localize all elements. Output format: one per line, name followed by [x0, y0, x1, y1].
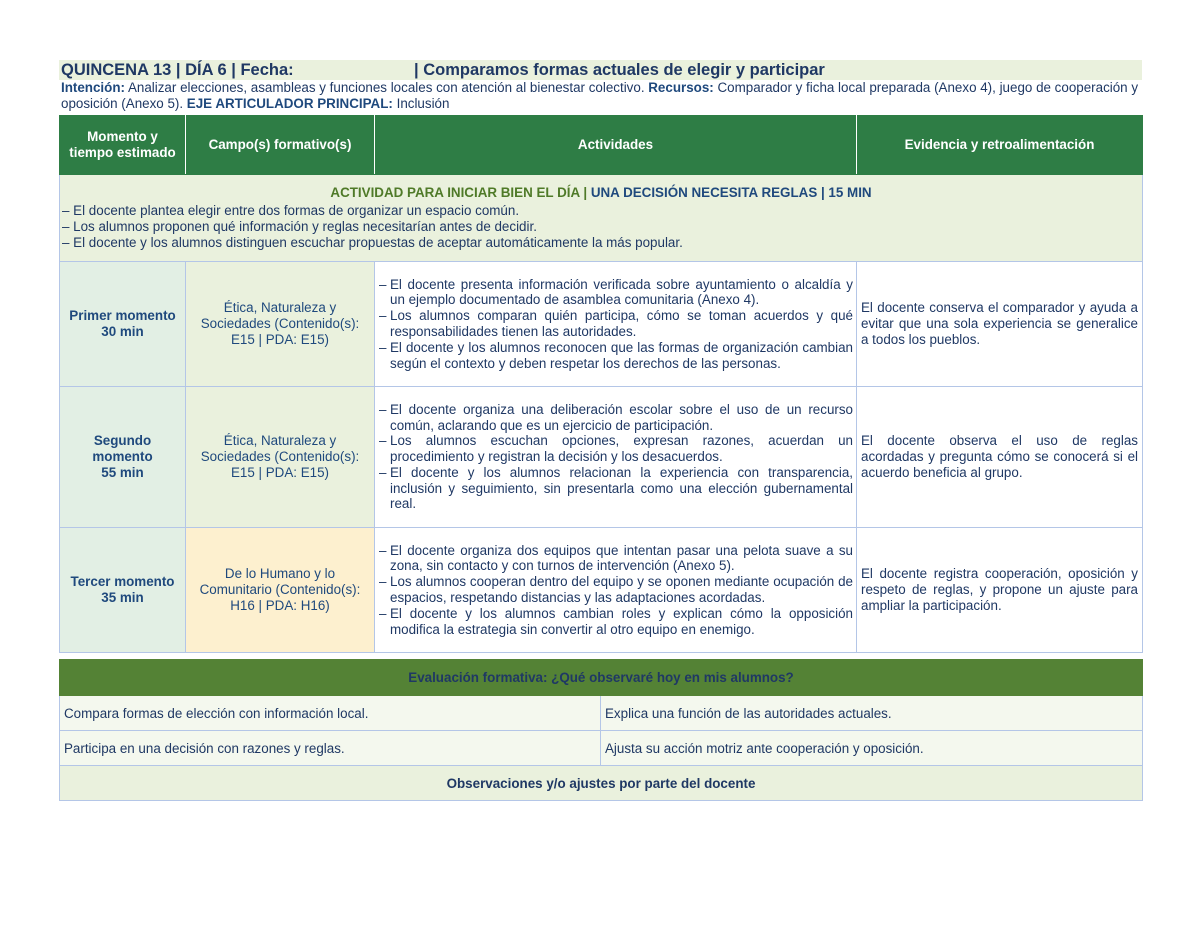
evidence-cell: El docente observa el uso de reglas acordadas y pregunta cómo se conocerá si el acuerdo beneficia al grupo. — [857, 387, 1143, 528]
initial-activity-line: – El docente y los alumnos distinguen escuchar propuestas de aceptar automáticamente la más popular. — [62, 234, 683, 250]
activity-item: – El docente y los alumnos cambian roles y explican cómo la opposición modifica la estrategia sin convertir al otro equipo en enemigo. — [379, 606, 853, 638]
header-actividades: Actividades — [375, 116, 857, 175]
table-row — [60, 387, 1143, 528]
activities-table — [59, 115, 1143, 653]
activity-item: – El docente organiza dos equipos que intentan pasar una pelota suave a su zona, sin contacto y con turnos de intervención (Anexo 5). — [379, 543, 853, 575]
header-momento: Momento y tiempo estimado — [60, 116, 186, 175]
activities-cell — [375, 262, 857, 387]
table-row — [60, 528, 1143, 653]
plan-title-date: QUINCENA 13 | DÍA 6 | Fecha: — [61, 61, 294, 79]
recursos-label: Recursos: — [648, 80, 714, 95]
campo-cell: Ética, Naturaleza y Sociedades (Contenido(s): E15 | PDA: E15) — [186, 387, 375, 528]
activity-item: – El docente presenta información verificada sobre ayuntamiento o alcaldía y un ejemplo documentado de asamblea comunitaria (Anexo 4). — [379, 277, 853, 309]
intencion-label: Intención: — [61, 80, 125, 95]
activities-cell — [375, 528, 857, 653]
evaluation-item: Participa en una decisión con razones y reglas. — [60, 731, 601, 766]
header-evidencia: Evidencia y retroalimentación — [857, 116, 1143, 175]
intencion-text: Analizar elecciones, asambleas y funciones locales con atención al bienestar colectivo. — [124, 80, 649, 95]
campo-cell: Ética, Naturaleza y Sociedades (Contenido(s): E15 | PDA: E15) — [186, 262, 375, 387]
moment-cell: Tercer momento 35 min — [60, 528, 186, 653]
teacher-observations-title: Observaciones y/o ajustes por parte del docente — [60, 766, 1143, 801]
initial-activity-cell — [60, 175, 1143, 262]
campo-cell: De lo Humano y lo Comunitario (Contenido(s): H16 | PDA: H16) — [186, 528, 375, 653]
evaluation-item: Ajusta su acción motriz ante cooperación y oposición. — [601, 731, 1143, 766]
moment-cell: Segundo momento 55 min — [60, 387, 186, 528]
table-header-row — [60, 116, 1143, 175]
eje-text: Inclusión — [392, 96, 450, 111]
activity-item: – El docente organiza una deliberación escolar sobre el uso de un recurso común, aclarando que es un ejercicio de participación. — [379, 402, 853, 434]
evidence-cell: El docente conserva el comparador y ayuda a evitar que una sola experiencia se generalice a todos los pueblos. — [857, 262, 1143, 387]
moment-cell: Primer momento 30 min — [60, 262, 186, 387]
initial-activity-line: – El docente plantea elegir entre dos formas de organizar un espacio común. — [62, 203, 520, 219]
evaluation-item: Compara formas de elección con información local. — [60, 696, 601, 731]
activity-item: – El docente y los alumnos reconocen que las formas de organización cambian según el contexto y deben respetar los derechos de las personas. — [379, 340, 853, 372]
recursos-text: Comparador y ficha local preparada (Anexo 4), juego de cooperación y oposición (Anexo 5). — [61, 80, 1139, 111]
evaluation-table — [59, 659, 1143, 801]
activity-item: – Los alumnos escuchan opciones, expresan razones, acuerdan un procedimiento y registran la decisión y los desacuerdos. — [379, 433, 853, 465]
initial-activity-row — [60, 175, 1143, 262]
eje-label: EJE ARTICULADOR PRINCIPAL: — [186, 96, 393, 111]
activity-item: – El docente y los alumnos relacionan la experiencia con transparencia, inclusión y seguimiento, sin presentarla como una elección gubernamental real. — [379, 465, 853, 512]
evaluation-title: Evaluación formativa: ¿Qué observaré hoy en mis alumnos? — [60, 660, 1143, 696]
activity-item: – Los alumnos comparan quién participa, cómo se toman acuerdos y qué responsabilidades tienen las autoridades. — [379, 308, 853, 340]
evidence-cell: El docente registra cooperación, oposición y respeto de reglas, y propone un ajuste para ampliar la participación. — [857, 528, 1143, 653]
header-campo: Campo(s) formativo(s) — [186, 116, 375, 175]
table-row — [60, 262, 1143, 387]
plan-intro — [61, 80, 1143, 112]
plan-title-bar — [59, 60, 1142, 80]
initial-activity-title: ACTIVIDAD PARA INICIAR BIEN EL DÍA | UNA DECISIÓN NECESITA REGLAS | 15 MIN — [330, 185, 872, 201]
initial-activity-line: – Los alumnos proponen qué información y reglas necesitarían antes de decidir. — [62, 219, 537, 234]
evaluation-item: Explica una función de las autoridades actuales. — [601, 696, 1143, 731]
activities-cell — [375, 387, 857, 528]
plan-title-topic: | Comparamos formas actuales de elegir y participar — [414, 61, 825, 79]
activity-item: – Los alumnos cooperan dentro del equipo y se oponen mediante ocupación de espacios, respetando distancias y las adaptaciones acordadas. — [379, 574, 853, 606]
